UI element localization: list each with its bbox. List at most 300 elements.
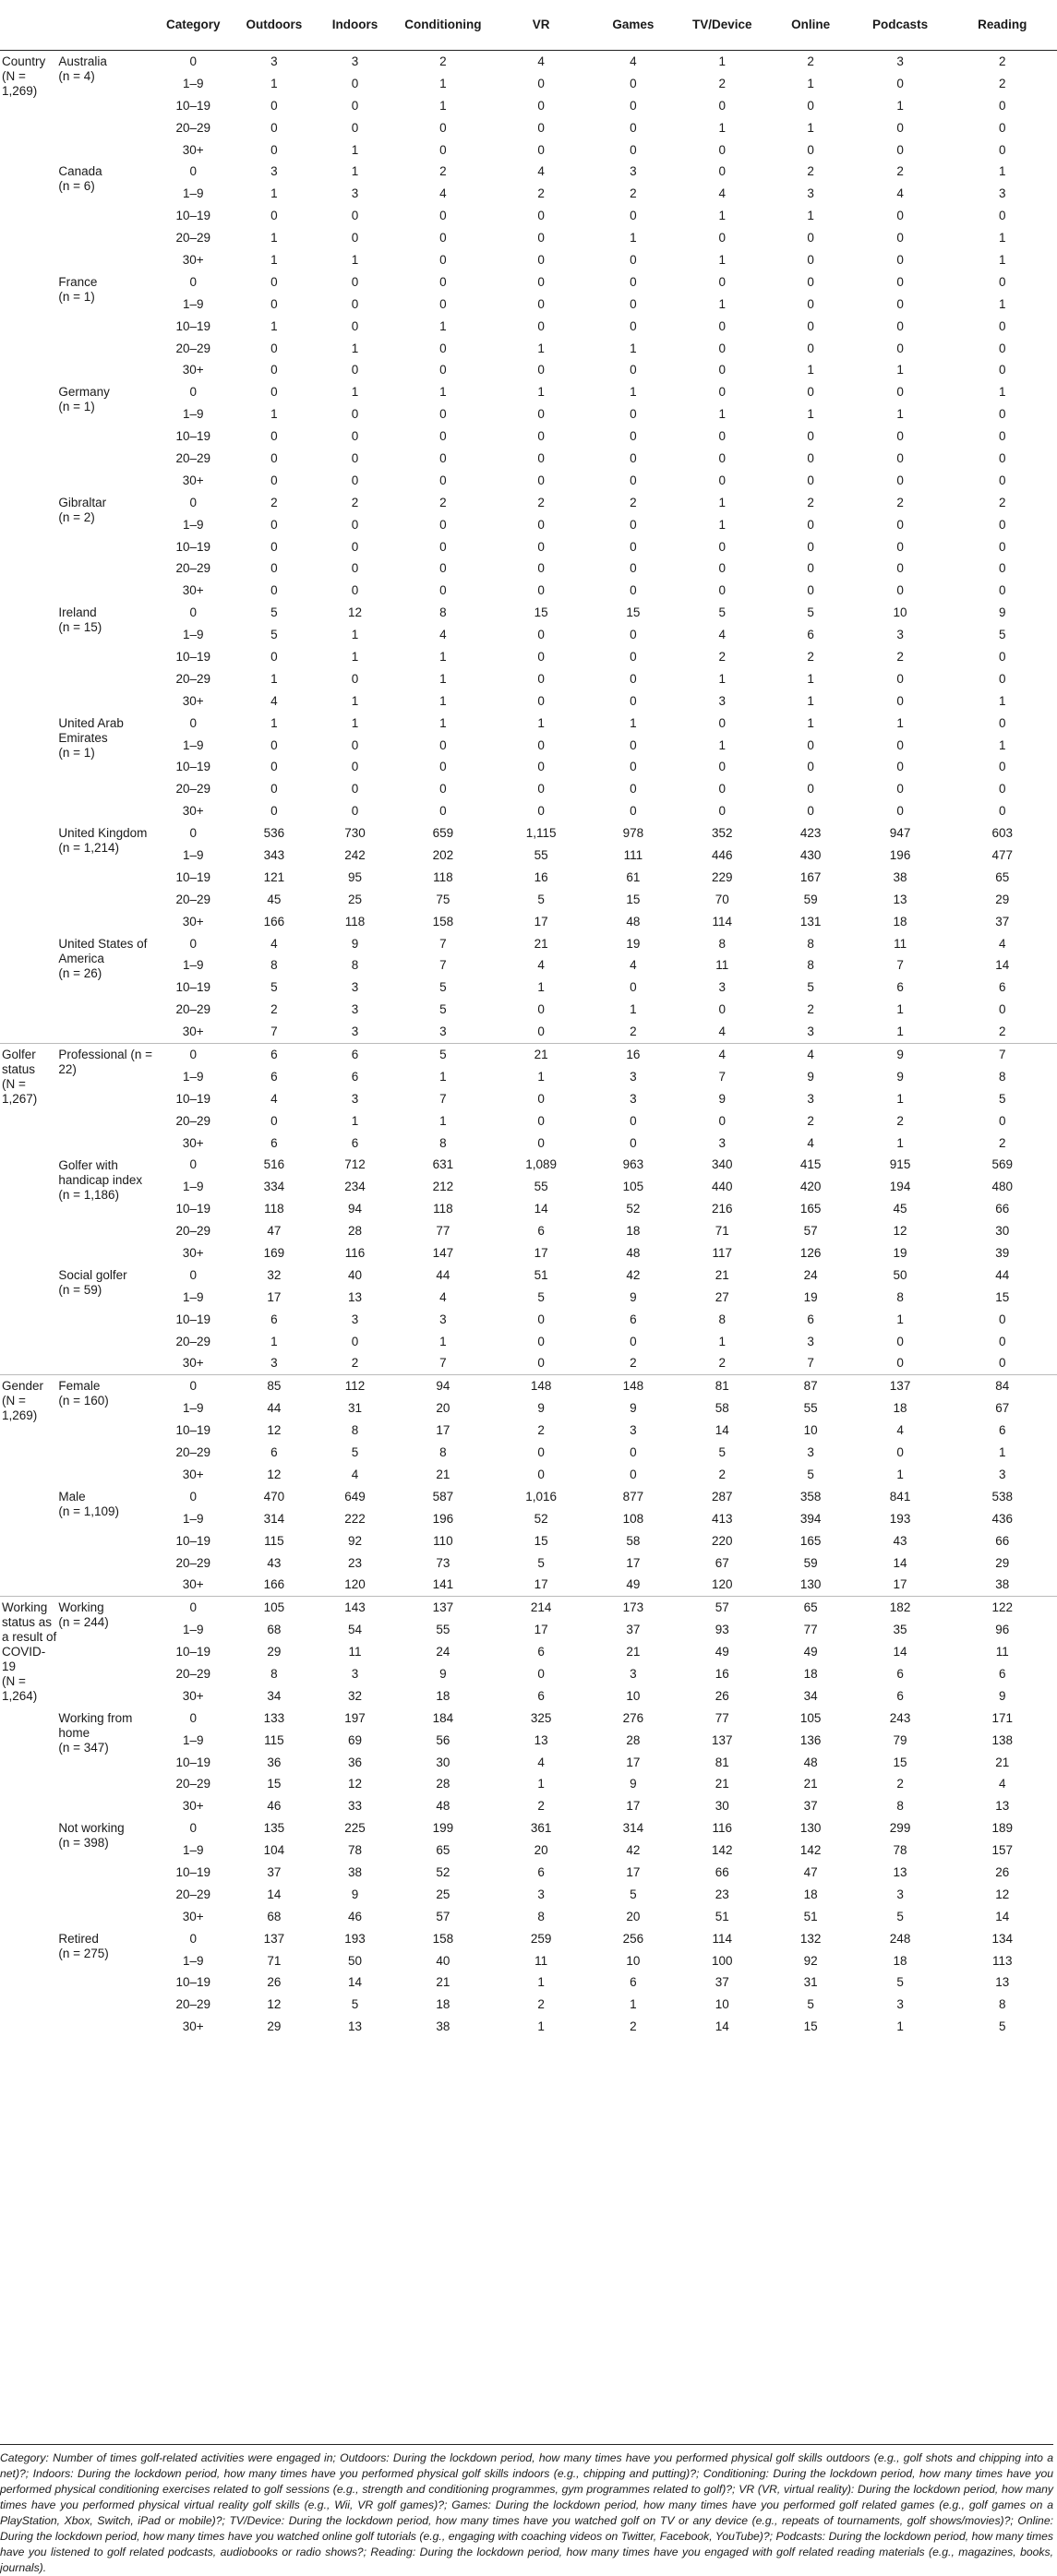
value-cell: 0 — [896, 142, 904, 157]
value-cell: 2 — [630, 1024, 637, 1039]
value-cell: 13 — [995, 1975, 1010, 1990]
value-cell: 5 — [270, 980, 278, 995]
value-cell: 5 — [351, 1997, 359, 2012]
value-cell: 1 — [351, 164, 359, 179]
value-cell: 0 — [537, 231, 545, 246]
category-cell: 20–29 — [175, 1224, 211, 1239]
value-cell: 26 — [267, 1975, 282, 1990]
value-cell: 0 — [718, 561, 726, 576]
category-cell: 0 — [189, 1821, 197, 1836]
value-cell: 3 — [270, 54, 278, 68]
value-cell: 394 — [799, 1511, 822, 1526]
value-cell: 0 — [270, 517, 278, 532]
value-cell: 0 — [630, 120, 637, 135]
value-cell: 38 — [995, 1577, 1010, 1592]
subgroup-label: United Kingdom — [58, 826, 148, 841]
group-count: (N = 1,264) — [2, 1674, 38, 1704]
value-cell: 0 — [630, 363, 637, 377]
value-cell: 165 — [799, 1202, 822, 1216]
value-cell: 8 — [718, 936, 726, 951]
value-cell: 51 — [803, 1909, 818, 1923]
value-cell: 68 — [267, 1909, 282, 1923]
value-cell: 1 — [537, 385, 545, 400]
value-cell: 77 — [715, 1710, 729, 1725]
value-cell: 25 — [348, 892, 363, 906]
value-cell: 11 — [348, 1645, 362, 1659]
value-cell: 79 — [893, 1732, 907, 1747]
value-cell: 17 — [626, 1755, 641, 1769]
value-cell: 915 — [889, 1157, 911, 1172]
value-cell: 0 — [351, 782, 359, 797]
category-cell: 0 — [189, 495, 197, 509]
category-cell: 1–9 — [182, 1953, 204, 1968]
value-cell: 45 — [893, 1202, 907, 1216]
value-cell: 536 — [263, 826, 285, 841]
value-cell: 4 — [718, 1024, 726, 1039]
value-cell: 0 — [999, 715, 1006, 730]
value-cell: 216 — [711, 1202, 733, 1216]
value-cell: 93 — [715, 1623, 729, 1637]
subgroup-label: United States of America — [58, 936, 148, 965]
value-cell: 4 — [270, 1091, 278, 1106]
value-cell: 234 — [344, 1180, 366, 1194]
value-cell: 1 — [270, 231, 278, 246]
value-cell: 1 — [351, 142, 359, 157]
value-cell: 229 — [711, 869, 733, 884]
value-cell: 4 — [769, 1044, 853, 1066]
subgroup-label-cell — [56, 1486, 153, 1597]
category-cell: 30+ — [182, 1135, 204, 1150]
table-row — [0, 1862, 1057, 1884]
value-cell: 0 — [537, 274, 545, 289]
value-cell: 0 — [630, 296, 637, 311]
value-cell: 0 — [630, 782, 637, 797]
value-cell: 0 — [537, 737, 545, 752]
value-cell: 0 — [630, 804, 637, 819]
value-cell: 2 — [807, 649, 814, 664]
value-cell: 5 — [439, 1002, 447, 1017]
value-cell: 0 — [999, 98, 1006, 113]
value-cell: 0 — [807, 804, 814, 819]
value-cell: 137 — [853, 1375, 948, 1397]
category-cell: 10–19 — [175, 539, 211, 554]
value-cell: 7 — [718, 1069, 726, 1084]
value-cell: 1 — [718, 296, 726, 311]
value-cell: 158 — [432, 1931, 454, 1946]
value-cell: 25 — [436, 1887, 450, 1901]
value-cell: 18 — [803, 1887, 818, 1901]
value-cell: 3 — [351, 54, 359, 68]
category-cell: 20–29 — [175, 1997, 211, 2012]
value-cell: 0 — [718, 274, 726, 289]
value-cell: 44 — [267, 1401, 282, 1416]
category-cell: 10–19 — [175, 429, 211, 444]
value-cell: 0 — [537, 450, 545, 465]
value-cell: 1 — [351, 628, 359, 642]
value-cell: 0 — [630, 1334, 637, 1348]
value-cell: 1 — [439, 385, 447, 400]
value-cell: 130 — [799, 1577, 822, 1592]
table-row — [0, 1353, 1057, 1375]
value-cell: 141 — [432, 1577, 454, 1592]
table-row — [0, 139, 1057, 162]
value-cell: 115 — [264, 1533, 284, 1548]
value-cell: 1 — [807, 715, 814, 730]
value-cell: 0 — [351, 120, 359, 135]
value-cell: 4 — [718, 186, 726, 201]
category-cell: 1–9 — [182, 628, 204, 642]
value-cell: 0 — [439, 209, 447, 223]
value-cell: 4 — [999, 936, 1006, 951]
value-cell: 1 — [999, 164, 1006, 179]
group-label-cell — [0, 51, 56, 1044]
value-cell: 631 — [432, 1157, 454, 1172]
value-cell: 0 — [999, 583, 1006, 598]
category-cell: 0 — [154, 1597, 233, 1619]
value-cell: 0 — [896, 1334, 904, 1348]
value-cell: 105 — [799, 1710, 822, 1725]
value-cell: 0 — [537, 517, 545, 532]
value-cell: 8 — [718, 1312, 726, 1326]
value-cell: 193 — [344, 1931, 366, 1946]
category-cell: 30+ — [182, 1467, 204, 1481]
value-cell: 1 — [896, 1091, 904, 1106]
value-cell: 2 — [896, 1113, 904, 1128]
value-cell: 6 — [537, 1645, 545, 1659]
category-cell: 10–19 — [175, 1975, 211, 1990]
value-cell: 9 — [630, 1401, 637, 1416]
value-cell: 2 — [718, 1356, 726, 1371]
value-cell: 135 — [263, 1821, 285, 1836]
value-cell: 1 — [351, 1113, 359, 1128]
value-cell: 94 — [348, 1202, 363, 1216]
value-cell: 0 — [630, 693, 637, 708]
value-cell: 66 — [995, 1533, 1010, 1548]
value-cell: 87 — [769, 1375, 853, 1397]
value-cell: 17 — [893, 1577, 907, 1592]
value-cell: 2 — [999, 76, 1006, 90]
value-cell: 2 — [630, 1356, 637, 1371]
value-cell: 6 — [807, 1312, 814, 1326]
category-cell: 20–29 — [175, 120, 211, 135]
category-cell: 30+ — [182, 693, 204, 708]
value-cell: 7 — [807, 1356, 814, 1371]
value-cell: 8 — [351, 958, 359, 973]
table-row — [0, 933, 1057, 955]
table-row — [0, 1220, 1057, 1242]
value-cell: 5 — [718, 605, 726, 620]
value-cell: 10 — [626, 1688, 641, 1703]
value-cell: 6 — [999, 1666, 1006, 1681]
value-cell: 18 — [803, 1666, 818, 1681]
subgroup-label: Canada — [58, 164, 102, 179]
value-cell: 0 — [630, 980, 637, 995]
value-cell: 2 — [718, 76, 726, 90]
value-cell: 11 — [535, 1953, 548, 1968]
value-cell: 114 — [712, 1931, 732, 1946]
value-cell: 66 — [715, 1864, 729, 1879]
value-cell: 0 — [351, 517, 359, 532]
value-cell: 77 — [803, 1623, 818, 1637]
table-row — [0, 1839, 1057, 1862]
value-cell: 2 — [537, 186, 545, 201]
value-cell: 8 — [439, 1135, 447, 1150]
value-cell: 0 — [270, 142, 278, 157]
value-cell: 0 — [537, 1666, 545, 1681]
value-cell: 0 — [718, 760, 726, 774]
value-cell: 0 — [439, 517, 447, 532]
value-cell: 0 — [270, 120, 278, 135]
value-cell: 0 — [999, 1113, 1006, 1128]
value-cell: 15 — [626, 892, 641, 906]
value-cell: 47 — [267, 1224, 282, 1239]
value-cell: 57 — [676, 1597, 769, 1619]
value-cell: 196 — [432, 1511, 454, 1526]
value-cell: 841 — [889, 1489, 911, 1504]
value-cell: 0 — [351, 561, 359, 576]
value-cell: 0 — [270, 341, 278, 355]
value-cell: 0 — [351, 583, 359, 598]
value-cell: 0 — [351, 737, 359, 752]
value-cell: 0 — [896, 539, 904, 554]
value-cell: 114 — [712, 914, 732, 929]
value-cell: 110 — [433, 1533, 453, 1548]
value-cell: 28 — [436, 1777, 450, 1791]
category-cell: 0 — [189, 936, 197, 951]
value-cell: 0 — [537, 142, 545, 157]
table-row — [0, 713, 1057, 735]
value-cell: 4 — [718, 628, 726, 642]
value-cell: 3 — [630, 1069, 637, 1084]
table-row — [0, 183, 1057, 205]
category-cell: 1–9 — [182, 407, 204, 422]
value-cell: 28 — [348, 1224, 363, 1239]
table-row — [0, 955, 1057, 977]
value-cell: 15 — [534, 605, 548, 620]
value-cell: 3 — [896, 628, 904, 642]
value-cell: 1 — [718, 252, 726, 267]
value-cell: 0 — [999, 539, 1006, 554]
value-cell: 4 — [439, 186, 447, 201]
value-cell: 3 — [807, 1334, 814, 1348]
value-cell: 0 — [999, 804, 1006, 819]
category-cell: 20–29 — [175, 1666, 211, 1681]
value-cell: 0 — [896, 561, 904, 576]
value-cell: 8 — [999, 1069, 1006, 1084]
category-cell: 20–29 — [175, 341, 211, 355]
table-row — [0, 1619, 1057, 1641]
value-cell: 165 — [799, 1533, 822, 1548]
category-cell: 10–19 — [175, 869, 211, 884]
value-cell: 4 — [351, 1467, 359, 1481]
category-cell: 0 — [154, 1375, 233, 1397]
value-cell: 17 — [626, 1864, 641, 1879]
value-cell: 52 — [534, 1511, 548, 1526]
value-cell: 21 — [995, 1755, 1010, 1769]
category-cell: 30+ — [182, 914, 204, 929]
value-cell: 2 — [807, 1113, 814, 1128]
column-header — [56, 0, 153, 51]
value-cell: 121 — [263, 869, 285, 884]
value-cell: 50 — [348, 1953, 363, 1968]
value-cell: 111 — [623, 848, 643, 862]
value-cell: 134 — [991, 1931, 1014, 1946]
value-cell: 43 — [893, 1533, 907, 1548]
value-cell: 48 — [436, 1799, 450, 1814]
value-cell: 0 — [351, 76, 359, 90]
value-cell: 1 — [351, 385, 359, 400]
value-cell: 6 — [537, 1688, 545, 1703]
category-cell: 30+ — [182, 583, 204, 598]
value-cell: 6 — [270, 1445, 278, 1460]
value-cell: 7 — [948, 1044, 1057, 1066]
value-cell: 2 — [896, 495, 904, 509]
value-cell: 1 — [439, 1334, 447, 1348]
value-cell: 2 — [439, 495, 447, 509]
value-cell: 0 — [896, 693, 904, 708]
category-cell: 20–29 — [175, 1113, 211, 1128]
value-cell: 132 — [799, 1931, 822, 1946]
value-cell: 1 — [718, 517, 726, 532]
value-cell: 184 — [432, 1710, 454, 1725]
value-cell: 12 — [267, 1997, 282, 2012]
value-cell: 20 — [436, 1401, 450, 1416]
group-label: Gender — [2, 1379, 44, 1394]
table-row — [0, 1198, 1057, 1220]
value-cell: 18 — [893, 1953, 907, 1968]
subgroup-label-cell — [56, 1044, 153, 1155]
category-cell: 0 — [189, 274, 197, 289]
value-cell: 166 — [263, 914, 285, 929]
value-cell: 34 — [803, 1688, 818, 1703]
value-cell: 314 — [622, 1821, 644, 1836]
value-cell: 21 — [534, 936, 548, 951]
value-cell: 0 — [537, 1312, 545, 1326]
category-cell: 1–9 — [182, 186, 204, 201]
category-cell: 10–19 — [175, 1864, 211, 1879]
value-cell: 6 — [896, 1666, 904, 1681]
value-cell: 0 — [718, 1113, 726, 1128]
value-cell: 108 — [622, 1511, 644, 1526]
value-cell: 23 — [715, 1887, 729, 1901]
value-cell: 413 — [711, 1511, 733, 1526]
value-cell: 1 — [439, 1113, 447, 1128]
value-cell: 0 — [630, 1113, 637, 1128]
value-cell: 104 — [263, 1843, 285, 1858]
value-cell: 0 — [896, 231, 904, 246]
value-cell: 21 — [491, 1044, 590, 1066]
value-cell: 136 — [799, 1732, 822, 1747]
category-cell: 1–9 — [182, 296, 204, 311]
value-cell: 1 — [351, 715, 359, 730]
value-cell: 81 — [715, 1755, 729, 1769]
category-cell: 10–19 — [175, 1423, 211, 1438]
value-cell: 0 — [537, 209, 545, 223]
category-cell: 20–29 — [175, 450, 211, 465]
value-cell: 0 — [630, 407, 637, 422]
value-cell: 0 — [896, 209, 904, 223]
value-cell: 1 — [537, 2019, 545, 2034]
value-cell: 9 — [999, 605, 1006, 620]
category-cell: 30+ — [182, 2019, 204, 2034]
value-cell: 0 — [999, 341, 1006, 355]
value-cell: 587 — [432, 1489, 454, 1504]
value-cell: 1 — [270, 76, 278, 90]
value-cell: 5 — [439, 980, 447, 995]
value-cell: 0 — [896, 804, 904, 819]
value-cell: 5 — [270, 605, 278, 620]
value-cell: 0 — [630, 737, 637, 752]
value-cell: 2 — [630, 495, 637, 509]
value-cell: 30 — [995, 1224, 1010, 1239]
category-cell: 1–9 — [182, 958, 204, 973]
subgroup-label-cell — [56, 1707, 153, 1817]
table-row — [0, 1817, 1057, 1839]
value-cell: 2 — [270, 1002, 278, 1017]
table-row — [0, 1176, 1057, 1198]
value-cell: 18 — [436, 1997, 450, 2012]
value-cell: 26 — [995, 1864, 1010, 1879]
table-row — [0, 1552, 1057, 1575]
table-row — [0, 976, 1057, 999]
value-cell: 0 — [807, 561, 814, 576]
value-cell: 0 — [896, 76, 904, 90]
value-cell: 470 — [263, 1489, 285, 1504]
value-cell: 142 — [711, 1843, 733, 1858]
header-row — [0, 0, 1057, 51]
subgroup-label: Working from home — [58, 1710, 133, 1740]
value-cell: 1 — [896, 2019, 904, 2034]
value-cell: 877 — [622, 1489, 644, 1504]
value-cell: 1 — [807, 209, 814, 223]
value-cell: 6 — [896, 1688, 904, 1703]
value-cell: 0 — [999, 1334, 1006, 1348]
value-cell: 287 — [711, 1489, 733, 1504]
value-cell: 440 — [711, 1180, 733, 1194]
table-row — [0, 338, 1057, 360]
subgroup-label: Golfer with handicap index — [58, 1157, 143, 1187]
value-cell: 0 — [439, 760, 447, 774]
value-cell: 0 — [351, 296, 359, 311]
value-cell: 0 — [270, 782, 278, 797]
category-cell: 20–29 — [175, 671, 211, 686]
value-cell: 0 — [718, 782, 726, 797]
value-cell: 46 — [267, 1799, 282, 1814]
value-cell: 7 — [439, 936, 447, 951]
value-cell: 0 — [630, 1135, 637, 1150]
category-cell: 20–29 — [175, 561, 211, 576]
value-cell: 7 — [439, 958, 447, 973]
value-cell: 0 — [630, 252, 637, 267]
value-cell: 100 — [711, 1953, 733, 1968]
value-cell: 9 — [853, 1044, 948, 1066]
table-row — [0, 735, 1057, 757]
value-cell: 0 — [439, 539, 447, 554]
value-cell: 15 — [995, 1289, 1010, 1304]
subgroup-count: (n = 1,186) — [58, 1187, 120, 1202]
subgroup-count: (n = 160) — [58, 1394, 109, 1408]
category-cell: 10–19 — [175, 1645, 211, 1659]
value-cell: 95 — [348, 869, 363, 884]
value-cell: 947 — [889, 826, 911, 841]
category-cell: 0 — [154, 1044, 233, 1066]
value-cell: 0 — [807, 539, 814, 554]
value-cell: 5 — [537, 892, 545, 906]
value-cell: 1 — [718, 495, 726, 509]
subgroup-label-cell — [56, 1597, 153, 1707]
value-cell: 5 — [999, 2019, 1006, 2034]
subgroup-label-cell — [56, 271, 153, 381]
